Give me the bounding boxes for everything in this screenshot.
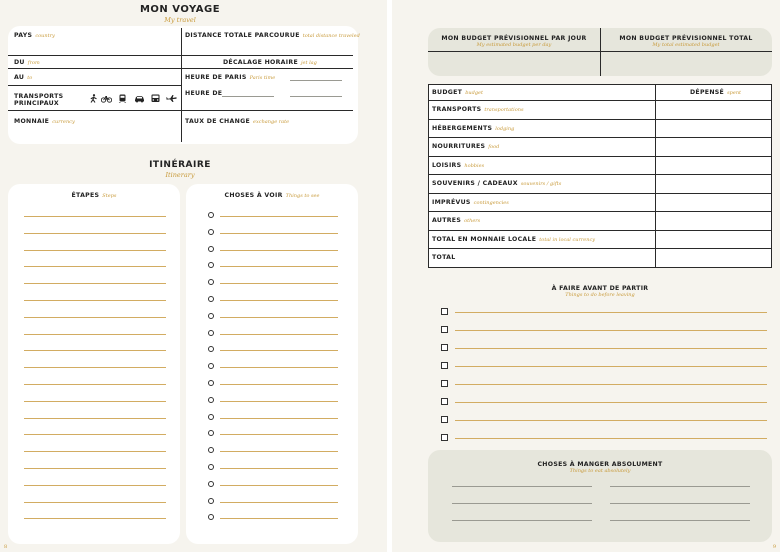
- choses-label: CHOSES À VOIR: [224, 192, 283, 199]
- page-number-right: 9: [772, 544, 776, 550]
- chose-line[interactable]: [220, 401, 338, 402]
- checkbox[interactable]: [441, 326, 448, 333]
- etape-line[interactable]: [24, 518, 166, 519]
- field-sublabel: from: [27, 60, 40, 66]
- choses-sublabel: Things to see: [285, 193, 320, 199]
- chose-line[interactable]: [220, 468, 338, 469]
- etape-line[interactable]: [24, 334, 166, 335]
- etapes-heading: [8, 192, 180, 199]
- row-sublabel-text: contingencies: [473, 199, 509, 206]
- etape-line[interactable]: [24, 233, 166, 234]
- row-sublabel-text: total in local currency: [539, 236, 596, 243]
- budget-spent-cell[interactable]: [656, 175, 771, 193]
- budget-per-day-heading: MON BUDGET PRÉVISIONNEL PAR JOUR: [441, 35, 587, 42]
- checkbox[interactable]: [441, 416, 448, 423]
- heure-de-time-blank[interactable]: [290, 96, 342, 97]
- budget-total-sub: My total estimated budget: [652, 42, 720, 48]
- transports-line2: PRINCIPAUX: [14, 100, 59, 107]
- budget-spent-cell[interactable]: [656, 101, 771, 119]
- car-icon[interactable]: [134, 94, 145, 103]
- checkbox[interactable]: [441, 398, 448, 405]
- row-sublabel-text: souvenirs / gifts: [520, 181, 562, 187]
- etapes-sublabel: Steps: [102, 193, 117, 199]
- chose-line[interactable]: [220, 266, 338, 267]
- etape-line[interactable]: [24, 317, 166, 318]
- chose-line[interactable]: [220, 485, 338, 486]
- budget-header-rule: [428, 51, 772, 52]
- row-label-text: LOISIRS: [432, 161, 462, 169]
- etape-line[interactable]: [24, 283, 166, 284]
- choses-heading: [186, 192, 358, 199]
- manger-title: CHOSES À MANGER ABSOLUMENT: [537, 461, 663, 468]
- etape-line[interactable]: [24, 401, 166, 402]
- etape-line[interactable]: [24, 485, 166, 486]
- depense-sublabel: spent: [727, 90, 742, 96]
- itineraire-title: ITINÉRAIRE: [149, 160, 211, 170]
- row-label-text: TOTAL EN MONNAIE LOCALE: [432, 235, 537, 243]
- row-label-text: TRANSPORTS: [432, 106, 482, 113]
- etape-line[interactable]: [24, 266, 166, 267]
- row-label-text: TOTAL: [432, 254, 456, 261]
- budget-row-label: [432, 143, 499, 150]
- pays-field[interactable]: [14, 32, 55, 39]
- du-field[interactable]: [14, 59, 40, 66]
- chose-line[interactable]: [220, 300, 338, 301]
- chose-line[interactable]: [220, 334, 338, 335]
- chose-line[interactable]: [220, 518, 338, 519]
- train-icon[interactable]: [117, 94, 128, 103]
- budget-spent-cell[interactable]: [656, 194, 771, 212]
- field-label: PAYS: [14, 32, 33, 39]
- checkbox-circle[interactable]: [208, 414, 214, 420]
- etape-line[interactable]: [24, 418, 166, 419]
- transports-line1: TRANSPORTS: [14, 93, 64, 100]
- chose-line[interactable]: [220, 384, 338, 385]
- budget-row-label: [432, 254, 458, 261]
- checkbox[interactable]: [441, 380, 448, 387]
- budget-row-label: [432, 125, 514, 132]
- todo-line[interactable]: [455, 384, 767, 385]
- au-underline: [8, 85, 181, 86]
- distance-field[interactable]: [185, 32, 360, 39]
- field-label: MONNAIE: [14, 118, 50, 125]
- budget-total-heading: MON BUDGET PRÉVISIONNEL TOTAL: [619, 35, 753, 42]
- chose-line[interactable]: [220, 250, 338, 251]
- field-sublabel: jet lag: [300, 60, 317, 66]
- decalage-underline: [181, 68, 353, 69]
- field-sublabel: Paris time: [249, 75, 276, 81]
- budget-spent-cell[interactable]: [656, 249, 771, 267]
- row-sublabel-text: food: [488, 144, 500, 150]
- checkbox-circle[interactable]: [208, 481, 214, 487]
- chose-line[interactable]: [220, 317, 338, 318]
- field-sublabel: currency: [52, 119, 75, 125]
- field-sublabel: country: [35, 33, 55, 39]
- etape-line[interactable]: [24, 434, 166, 435]
- transports-label: [14, 93, 63, 107]
- food-line[interactable]: [610, 486, 750, 487]
- budget-label: BUDGET: [432, 89, 463, 96]
- depense-label: DÉPENSÉ: [690, 89, 725, 96]
- checkbox[interactable]: [441, 308, 448, 315]
- food-line[interactable]: [452, 520, 592, 521]
- bus-icon[interactable]: [150, 94, 161, 103]
- todo-line[interactable]: [455, 366, 767, 367]
- budget-row-label: [432, 180, 561, 187]
- manger-subtitle: Things to eat absolutely: [569, 468, 631, 474]
- heure-paris-field[interactable]: [185, 74, 275, 81]
- chose-line[interactable]: [220, 233, 338, 234]
- page-number-left: 8: [4, 544, 8, 550]
- budget-column-header: [432, 89, 483, 96]
- row-label-text: NOURRITURES: [432, 143, 486, 150]
- field-label: DU: [14, 59, 25, 66]
- voyage-title: MON VOYAGE: [139, 4, 221, 15]
- field-label: TAUX DE CHANGE: [185, 118, 250, 125]
- depense-column-header: [690, 89, 741, 96]
- checkbox-circle[interactable]: [208, 330, 214, 336]
- avant-subtitle: Things to do before leaving: [565, 292, 635, 298]
- voyage-subtitle: My travel: [164, 16, 196, 24]
- checkbox[interactable]: [441, 362, 448, 369]
- etape-line[interactable]: [24, 468, 166, 469]
- field-label: DÉCALAGE HORAIRE: [223, 59, 298, 66]
- decalage-field[interactable]: [223, 59, 317, 66]
- monnaie-field[interactable]: [14, 118, 75, 125]
- todo-line[interactable]: [455, 312, 767, 313]
- budget-row-label: [432, 162, 484, 169]
- field-label: DISTANCE TOTALE PARCOURUE: [185, 32, 300, 39]
- budget-spent-cell[interactable]: [656, 120, 771, 138]
- chose-line[interactable]: [220, 216, 338, 217]
- checkbox-circle[interactable]: [208, 313, 214, 319]
- checkbox-circle[interactable]: [208, 464, 214, 470]
- checkbox-circle[interactable]: [208, 229, 214, 235]
- heure-paris-blank[interactable]: [290, 80, 342, 81]
- etape-line[interactable]: [24, 216, 166, 217]
- etapes-card: [8, 184, 180, 544]
- budget-spent-cell[interactable]: [656, 157, 771, 175]
- budget-spent-cell[interactable]: [656, 138, 771, 156]
- chose-line[interactable]: [220, 283, 338, 284]
- bicycle-icon[interactable]: [101, 94, 112, 103]
- budget-sublabel: budget: [465, 90, 483, 96]
- budget-row-label: [432, 199, 509, 206]
- etape-line[interactable]: [24, 250, 166, 251]
- walking-icon[interactable]: [88, 94, 99, 103]
- etape-line[interactable]: [24, 451, 166, 452]
- chose-line[interactable]: [220, 350, 338, 351]
- au-field[interactable]: [14, 74, 32, 81]
- checkbox-circle[interactable]: [208, 498, 214, 504]
- checkbox[interactable]: [441, 434, 448, 441]
- row-label-text: SOUVENIRS / CADEAUX: [432, 180, 518, 187]
- field-sublabel: exchange rate: [253, 119, 290, 125]
- todo-line[interactable]: [455, 402, 767, 403]
- budget-spent-cell[interactable]: [656, 212, 771, 230]
- row-label-text: HÉBERGEMENTS: [432, 124, 493, 132]
- chose-line[interactable]: [220, 434, 338, 435]
- budget-row-label: [432, 217, 480, 224]
- etape-line[interactable]: [24, 384, 166, 385]
- todo-line[interactable]: [455, 438, 767, 439]
- etape-line[interactable]: [24, 367, 166, 368]
- row-sublabel-text: others: [464, 218, 481, 224]
- checkbox-circle[interactable]: [208, 212, 214, 218]
- chose-line[interactable]: [220, 367, 338, 368]
- du-underline: [8, 68, 181, 69]
- row-sublabel-text: lodging: [495, 125, 515, 132]
- etape-line[interactable]: [24, 502, 166, 503]
- field-label: AU: [14, 74, 25, 81]
- etape-line[interactable]: [24, 350, 166, 351]
- travel-info-rule: [8, 55, 353, 56]
- checkbox[interactable]: [441, 344, 448, 351]
- chose-line[interactable]: [220, 451, 338, 452]
- field-label: HEURE DE PARIS: [185, 74, 247, 81]
- taux-field[interactable]: [185, 118, 289, 125]
- row-label-text: IMPRÉVUS: [432, 198, 471, 206]
- etape-line[interactable]: [24, 300, 166, 301]
- etapes-label: ÉTAPES: [71, 192, 100, 199]
- plane-icon[interactable]: [166, 94, 177, 103]
- food-line[interactable]: [610, 520, 750, 521]
- heure-de-blank[interactable]: [222, 96, 274, 97]
- row-sublabel-text: transportations: [484, 107, 524, 113]
- travel-info-rule: [8, 110, 353, 111]
- todo-line[interactable]: [455, 348, 767, 349]
- row-label-text: AUTRES: [432, 217, 462, 224]
- field-sublabel: to: [27, 75, 33, 81]
- travel-info-divider: [181, 28, 182, 142]
- food-line[interactable]: [452, 486, 592, 487]
- budget-spent-cell[interactable]: [656, 231, 771, 249]
- avant-title: À FAIRE AVANT DE PARTIR: [551, 285, 649, 292]
- row-sublabel-text: hobbies: [464, 162, 485, 169]
- food-line[interactable]: [452, 503, 592, 504]
- food-line[interactable]: [610, 503, 750, 504]
- checkbox-circle[interactable]: [208, 246, 214, 252]
- itineraire-subtitle: Itinerary: [165, 171, 195, 179]
- todo-line[interactable]: [455, 330, 767, 331]
- todo-line[interactable]: [455, 420, 767, 421]
- field-label: HEURE DE: [185, 90, 223, 97]
- checkbox-circle[interactable]: [208, 296, 214, 302]
- chose-line[interactable]: [220, 418, 338, 419]
- heure-de-field[interactable]: [185, 90, 222, 97]
- checkbox-circle[interactable]: [208, 380, 214, 386]
- checkbox-circle[interactable]: [208, 397, 214, 403]
- budget-row-label: [432, 106, 524, 113]
- budget-per-day-sub: My estimated budget per day: [476, 42, 552, 48]
- field-sublabel: total distance traveled: [302, 33, 360, 39]
- chose-line[interactable]: [220, 502, 338, 503]
- budget-row-label: [432, 236, 595, 243]
